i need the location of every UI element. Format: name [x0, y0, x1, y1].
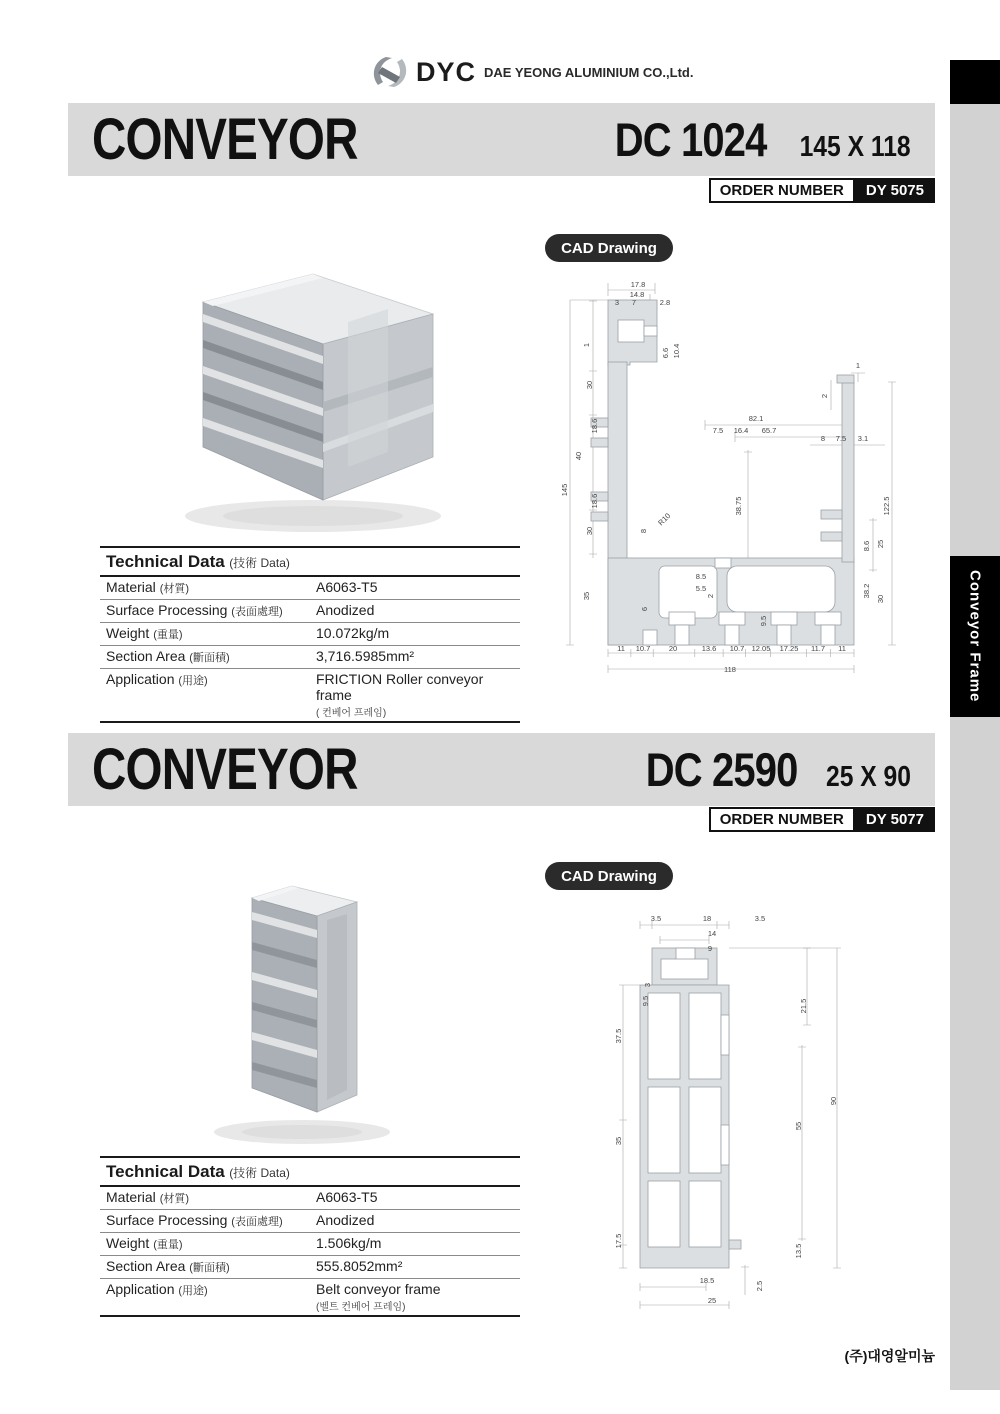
- svg-text:38.2: 38.2: [862, 583, 871, 599]
- section1-model-group: [588, 112, 911, 167]
- svg-text:3: 3: [614, 298, 620, 307]
- svg-text:30: 30: [585, 380, 594, 390]
- table-title: Technical Data: [106, 1162, 225, 1181]
- svg-text:2.5: 2.5: [755, 1280, 764, 1292]
- section2-product-photo: [162, 860, 417, 1160]
- svg-text:25: 25: [707, 1296, 717, 1305]
- section2-cad-drawing-badge: [545, 862, 673, 890]
- svg-text:118: 118: [724, 665, 736, 674]
- svg-text:11: 11: [617, 644, 625, 653]
- table-row: Surface Processing (表面處理) Anodized: [100, 600, 520, 623]
- section2-model-group: [619, 742, 911, 797]
- svg-text:18.5: 18.5: [699, 1276, 715, 1285]
- section1-order-number: [709, 178, 935, 203]
- svg-text:30: 30: [585, 526, 594, 536]
- svg-text:10.4: 10.4: [672, 343, 681, 359]
- svg-text:10.7: 10.7: [729, 644, 745, 653]
- section2-title: CONVEYOR: [92, 737, 358, 802]
- svg-text:14: 14: [707, 929, 717, 938]
- svg-text:18.6: 18.6: [590, 418, 599, 434]
- table-title-sub: (技術 Data): [229, 1166, 290, 1180]
- cad-drawing-label: CAD Drawing: [561, 867, 657, 885]
- section2-order-number: [709, 807, 935, 832]
- table-row: Material (材質) A6063-T5: [100, 577, 520, 600]
- table-title: Technical Data: [106, 552, 225, 571]
- svg-text:6: 6: [640, 606, 649, 612]
- svg-text:1: 1: [582, 342, 591, 348]
- section1-cad-drawing: [555, 270, 940, 685]
- table-row: Weight (重量) 10.072kg/m: [100, 623, 520, 646]
- svg-text:37.5: 37.5: [614, 1028, 623, 1044]
- svg-text:17.25: 17.25: [779, 644, 799, 653]
- logo-mark-icon: [372, 55, 408, 89]
- svg-text:9: 9: [707, 944, 713, 953]
- svg-text:6.6: 6.6: [661, 347, 670, 359]
- section2-cad-drawing: [595, 895, 865, 1315]
- svg-text:38.75: 38.75: [734, 496, 743, 516]
- section2-technical-table: [100, 1156, 520, 1317]
- footer-company: (주)대영알미늄: [844, 1348, 935, 1364]
- table-row: Section Area (斷面積) 3,716.5985mm²: [100, 646, 520, 669]
- svg-text:2: 2: [820, 393, 829, 399]
- svg-text:8.5: 8.5: [695, 572, 707, 581]
- section1-product-photo: [148, 252, 463, 552]
- svg-text:55: 55: [794, 1121, 803, 1131]
- svg-text:3.1: 3.1: [857, 434, 869, 443]
- svg-text:14.8: 14.8: [629, 290, 645, 299]
- svg-text:16.4: 16.4: [733, 426, 749, 435]
- section2-model: DC 2590: [645, 743, 798, 796]
- svg-text:5.5: 5.5: [695, 584, 707, 593]
- svg-text:40: 40: [574, 451, 583, 461]
- section1-model: DC 1024: [614, 113, 767, 166]
- svg-text:21.5: 21.5: [799, 998, 808, 1014]
- profile-render-dc2590: [162, 860, 417, 1155]
- order-number-value: DY 5075: [855, 178, 935, 203]
- svg-text:18.6: 18.6: [590, 493, 599, 509]
- section1-title-band: [68, 103, 935, 176]
- svg-text:11.7: 11.7: [810, 644, 826, 653]
- sidebar-tab-label: Conveyor Frame: [966, 570, 984, 703]
- svg-text:3.5: 3.5: [650, 914, 662, 923]
- section1-cad-drawing-badge: [545, 234, 673, 262]
- order-number-label: ORDER NUMBER: [709, 178, 855, 203]
- svg-text:17.5: 17.5: [614, 1233, 623, 1249]
- svg-text:30: 30: [876, 594, 885, 604]
- svg-text:R10: R10: [656, 511, 673, 528]
- svg-text:35: 35: [614, 1136, 623, 1146]
- logo-text: DYC: [416, 56, 477, 87]
- section2-title-band: [68, 733, 935, 806]
- svg-text:2.8: 2.8: [659, 298, 671, 307]
- svg-text:11: 11: [838, 644, 846, 653]
- profile-render-dc1024: [148, 252, 463, 547]
- table-row: Weight (重量) 1.506kg/m: [100, 1233, 520, 1256]
- section2-size: 25 X 90: [826, 761, 911, 793]
- svg-text:8: 8: [639, 528, 648, 534]
- svg-text:3.5: 3.5: [754, 914, 766, 923]
- svg-text:7.5: 7.5: [712, 426, 724, 435]
- svg-text:8: 8: [820, 434, 826, 443]
- table-row: Material (材質) A6063-T5: [100, 1187, 520, 1210]
- svg-text:12.05: 12.05: [751, 644, 771, 653]
- svg-text:25: 25: [876, 539, 885, 549]
- svg-text:90: 90: [829, 1096, 838, 1106]
- table-row: Application (用途) Belt conveyor frame (벨트 컨베어 프레임): [106, 1281, 441, 1313]
- svg-text:145: 145: [560, 483, 569, 497]
- sidebar-top-block: [950, 60, 1000, 104]
- svg-text:3: 3: [643, 982, 652, 988]
- table-header: [100, 548, 520, 577]
- table-row: Application (用途) FRICTION Roller conveyor frame ( 컨베어 프레임): [106, 671, 484, 719]
- svg-text:7.5: 7.5: [835, 434, 847, 443]
- svg-text:8.6: 8.6: [862, 540, 871, 552]
- svg-text:7: 7: [631, 298, 637, 307]
- svg-text:13.5: 13.5: [794, 1243, 803, 1259]
- order-number-label: ORDER NUMBER: [709, 807, 855, 832]
- svg-text:10.7: 10.7: [635, 644, 651, 653]
- table-title-sub: (技術 Data): [229, 556, 290, 570]
- svg-text:1: 1: [855, 361, 861, 370]
- svg-text:35: 35: [582, 591, 591, 601]
- svg-text:9.5: 9.5: [759, 615, 768, 627]
- svg-text:82.1: 82.1: [748, 414, 764, 423]
- svg-text:122.5: 122.5: [882, 496, 891, 516]
- sidebar-tab-conveyor-frame: [950, 556, 1000, 717]
- company-name: DAE YEONG ALUMINIUM CO.,Ltd.: [484, 64, 694, 80]
- svg-text:18: 18: [702, 914, 712, 923]
- section1-title: CONVEYOR: [92, 107, 358, 172]
- svg-text:2: 2: [706, 593, 715, 599]
- svg-text:20: 20: [668, 644, 678, 653]
- section1-size: 145 X 118: [799, 131, 911, 163]
- sidebar-strip: [950, 104, 1000, 1390]
- table-header: [100, 1158, 520, 1187]
- svg-text:17.8: 17.8: [630, 280, 646, 289]
- table-row: Surface Processing (表面處理) Anodized: [100, 1210, 520, 1233]
- svg-text:65.7: 65.7: [761, 426, 777, 435]
- svg-text:9.5: 9.5: [641, 995, 650, 1007]
- cad-drawing-label: CAD Drawing: [561, 239, 657, 257]
- table-row: Section Area (斷面積) 555.8052mm²: [100, 1256, 520, 1279]
- company-logo: [372, 55, 693, 89]
- svg-text:13.6: 13.6: [701, 644, 717, 653]
- order-number-value: DY 5077: [855, 807, 935, 832]
- section1-technical-table: [100, 546, 520, 723]
